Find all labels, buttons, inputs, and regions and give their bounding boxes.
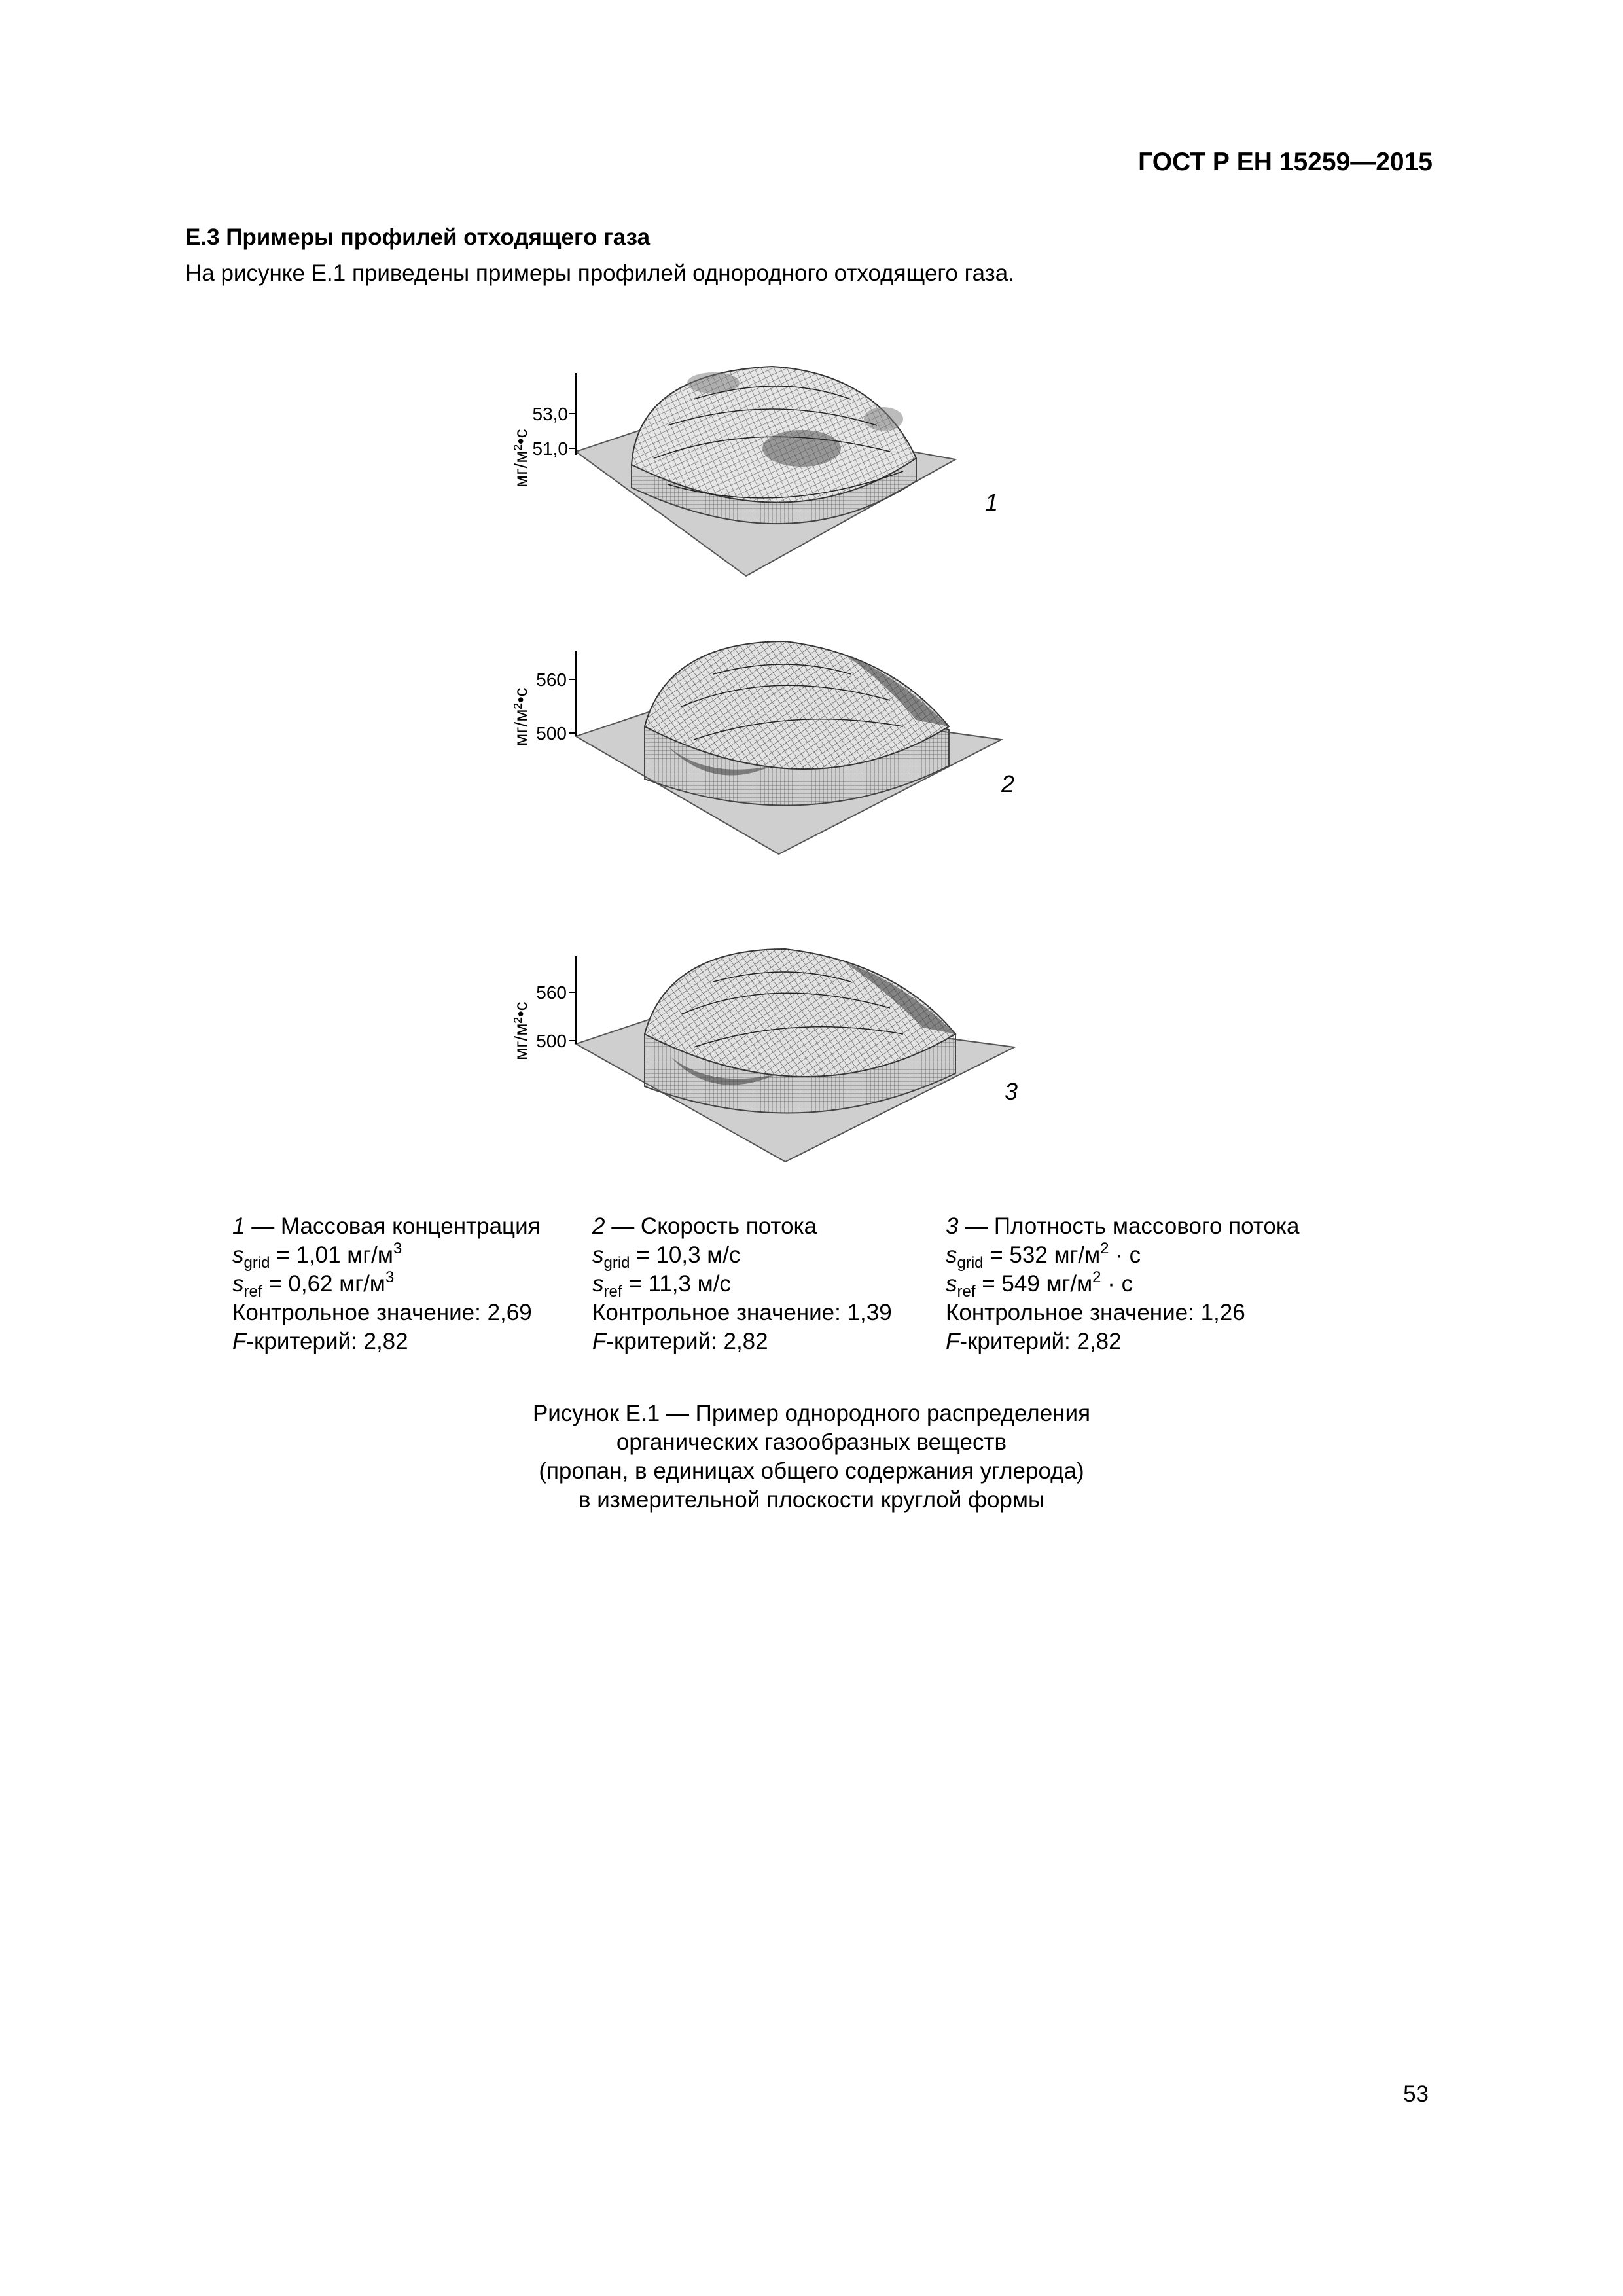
page-number: 53	[1403, 2081, 1429, 2107]
legend-flow-velocity: 2 — Скорость потока $s_{grid} = 10,3$ м/с $s_{ref} = 11,3$ м/с Контрольное значение: 1,39 F-критерий: 2,82	[592, 1213, 892, 1354]
plot-2-tick-high: 560	[536, 670, 567, 690]
legend-1-s-grid: = 1,01 мг/м	[270, 1242, 393, 1268]
plot-2-axis-unit: мг/м²•с	[510, 687, 531, 746]
legend-3-title: — Плотность массового потока	[958, 1213, 1300, 1239]
legend-2-num: 2	[592, 1213, 605, 1239]
plot-2-number: 2	[1001, 770, 1015, 797]
surface-plot-2	[497, 628, 1034, 877]
plot-2-tick-low: 500	[536, 723, 567, 744]
plot-1-tick-high: 53,0	[532, 404, 568, 424]
legend-2-f-criterion: -критерий: 2,82	[606, 1329, 768, 1354]
legend-1-s-ref: = 0,62 мг/м	[262, 1271, 385, 1297]
section-title: Е.3 Примеры профилей отходящего газа	[185, 224, 651, 250]
figure-caption	[0, 1399, 1623, 1515]
legend-2-s-ref: = 11,3 м/с	[622, 1271, 731, 1297]
legend-1-title: — Массовая концентрация	[245, 1213, 541, 1239]
legend-mass-concentration: 1 — Массовая концентрация $s_{grid} = 1,01$ $мг/м^3$ $s_{ref} = 0,62$ $мг/м^3$ Контрольное значение: 2,69 F-критерий: 2,82	[232, 1213, 541, 1354]
legend-3-s-ref: = 549 мг/м	[975, 1271, 1093, 1297]
legend-2-s-grid: = 10,3 м/с	[630, 1242, 741, 1268]
legend-3-f-criterion: -критерий: 2,82	[959, 1329, 1122, 1354]
legend-2-title: — Скорость потока	[605, 1213, 817, 1239]
plot-1-number: 1	[985, 489, 999, 516]
surface-plot-3	[497, 936, 1034, 1185]
intro-paragraph: На рисунке Е.1 приведены примеры профилей однородного отходящего газа.	[185, 260, 1014, 286]
legend-3-control: Контрольное значение: 1,26	[946, 1300, 1245, 1325]
legend-1-num: 1	[232, 1213, 245, 1239]
plot-3-tick-high: 560	[536, 982, 567, 1003]
legend-2-control: Контрольное значение: 1,39	[592, 1300, 892, 1325]
caption-line-4: в измерительной плоскости круглой формы	[578, 1487, 1045, 1513]
caption-line-3: (пропан, в единицах общего содержания углерода)	[539, 1458, 1084, 1484]
legend-3-s-grid: = 532 мг/м	[983, 1242, 1101, 1268]
plot-3-number: 3	[1005, 1078, 1018, 1105]
legend-1-f-criterion: -критерий: 2,82	[246, 1329, 408, 1354]
legend-1-control: Контрольное значение: 2,69	[232, 1300, 532, 1325]
plot-3-axis-unit: мг/м²•с	[510, 1001, 531, 1060]
caption-line-2: органических газообразных веществ	[616, 1429, 1007, 1455]
plot-1-tick-low: 51,0	[532, 439, 568, 459]
document-header: ГОСТ Р ЕН 15259—2015	[1138, 148, 1433, 176]
legend-mass-flux-density: 3 — Плотность массового потока $s_{grid} = 532$ $мг/м^2 \cdot с$ $s_{ref} = 549$ $мг/м^2 \cdot с$ Контрольное значение: 1,26 F-критерий: 2,82	[946, 1213, 1300, 1354]
legend-3-num: 3	[946, 1213, 959, 1239]
plot-3-tick-low: 500	[536, 1031, 567, 1051]
plot-1-axis-unit: мг/м²•с	[510, 429, 531, 488]
surface-plot-1	[497, 347, 1034, 596]
caption-line-1: Рисунок Е.1 — Пример однородного распределения	[532, 1401, 1091, 1426]
